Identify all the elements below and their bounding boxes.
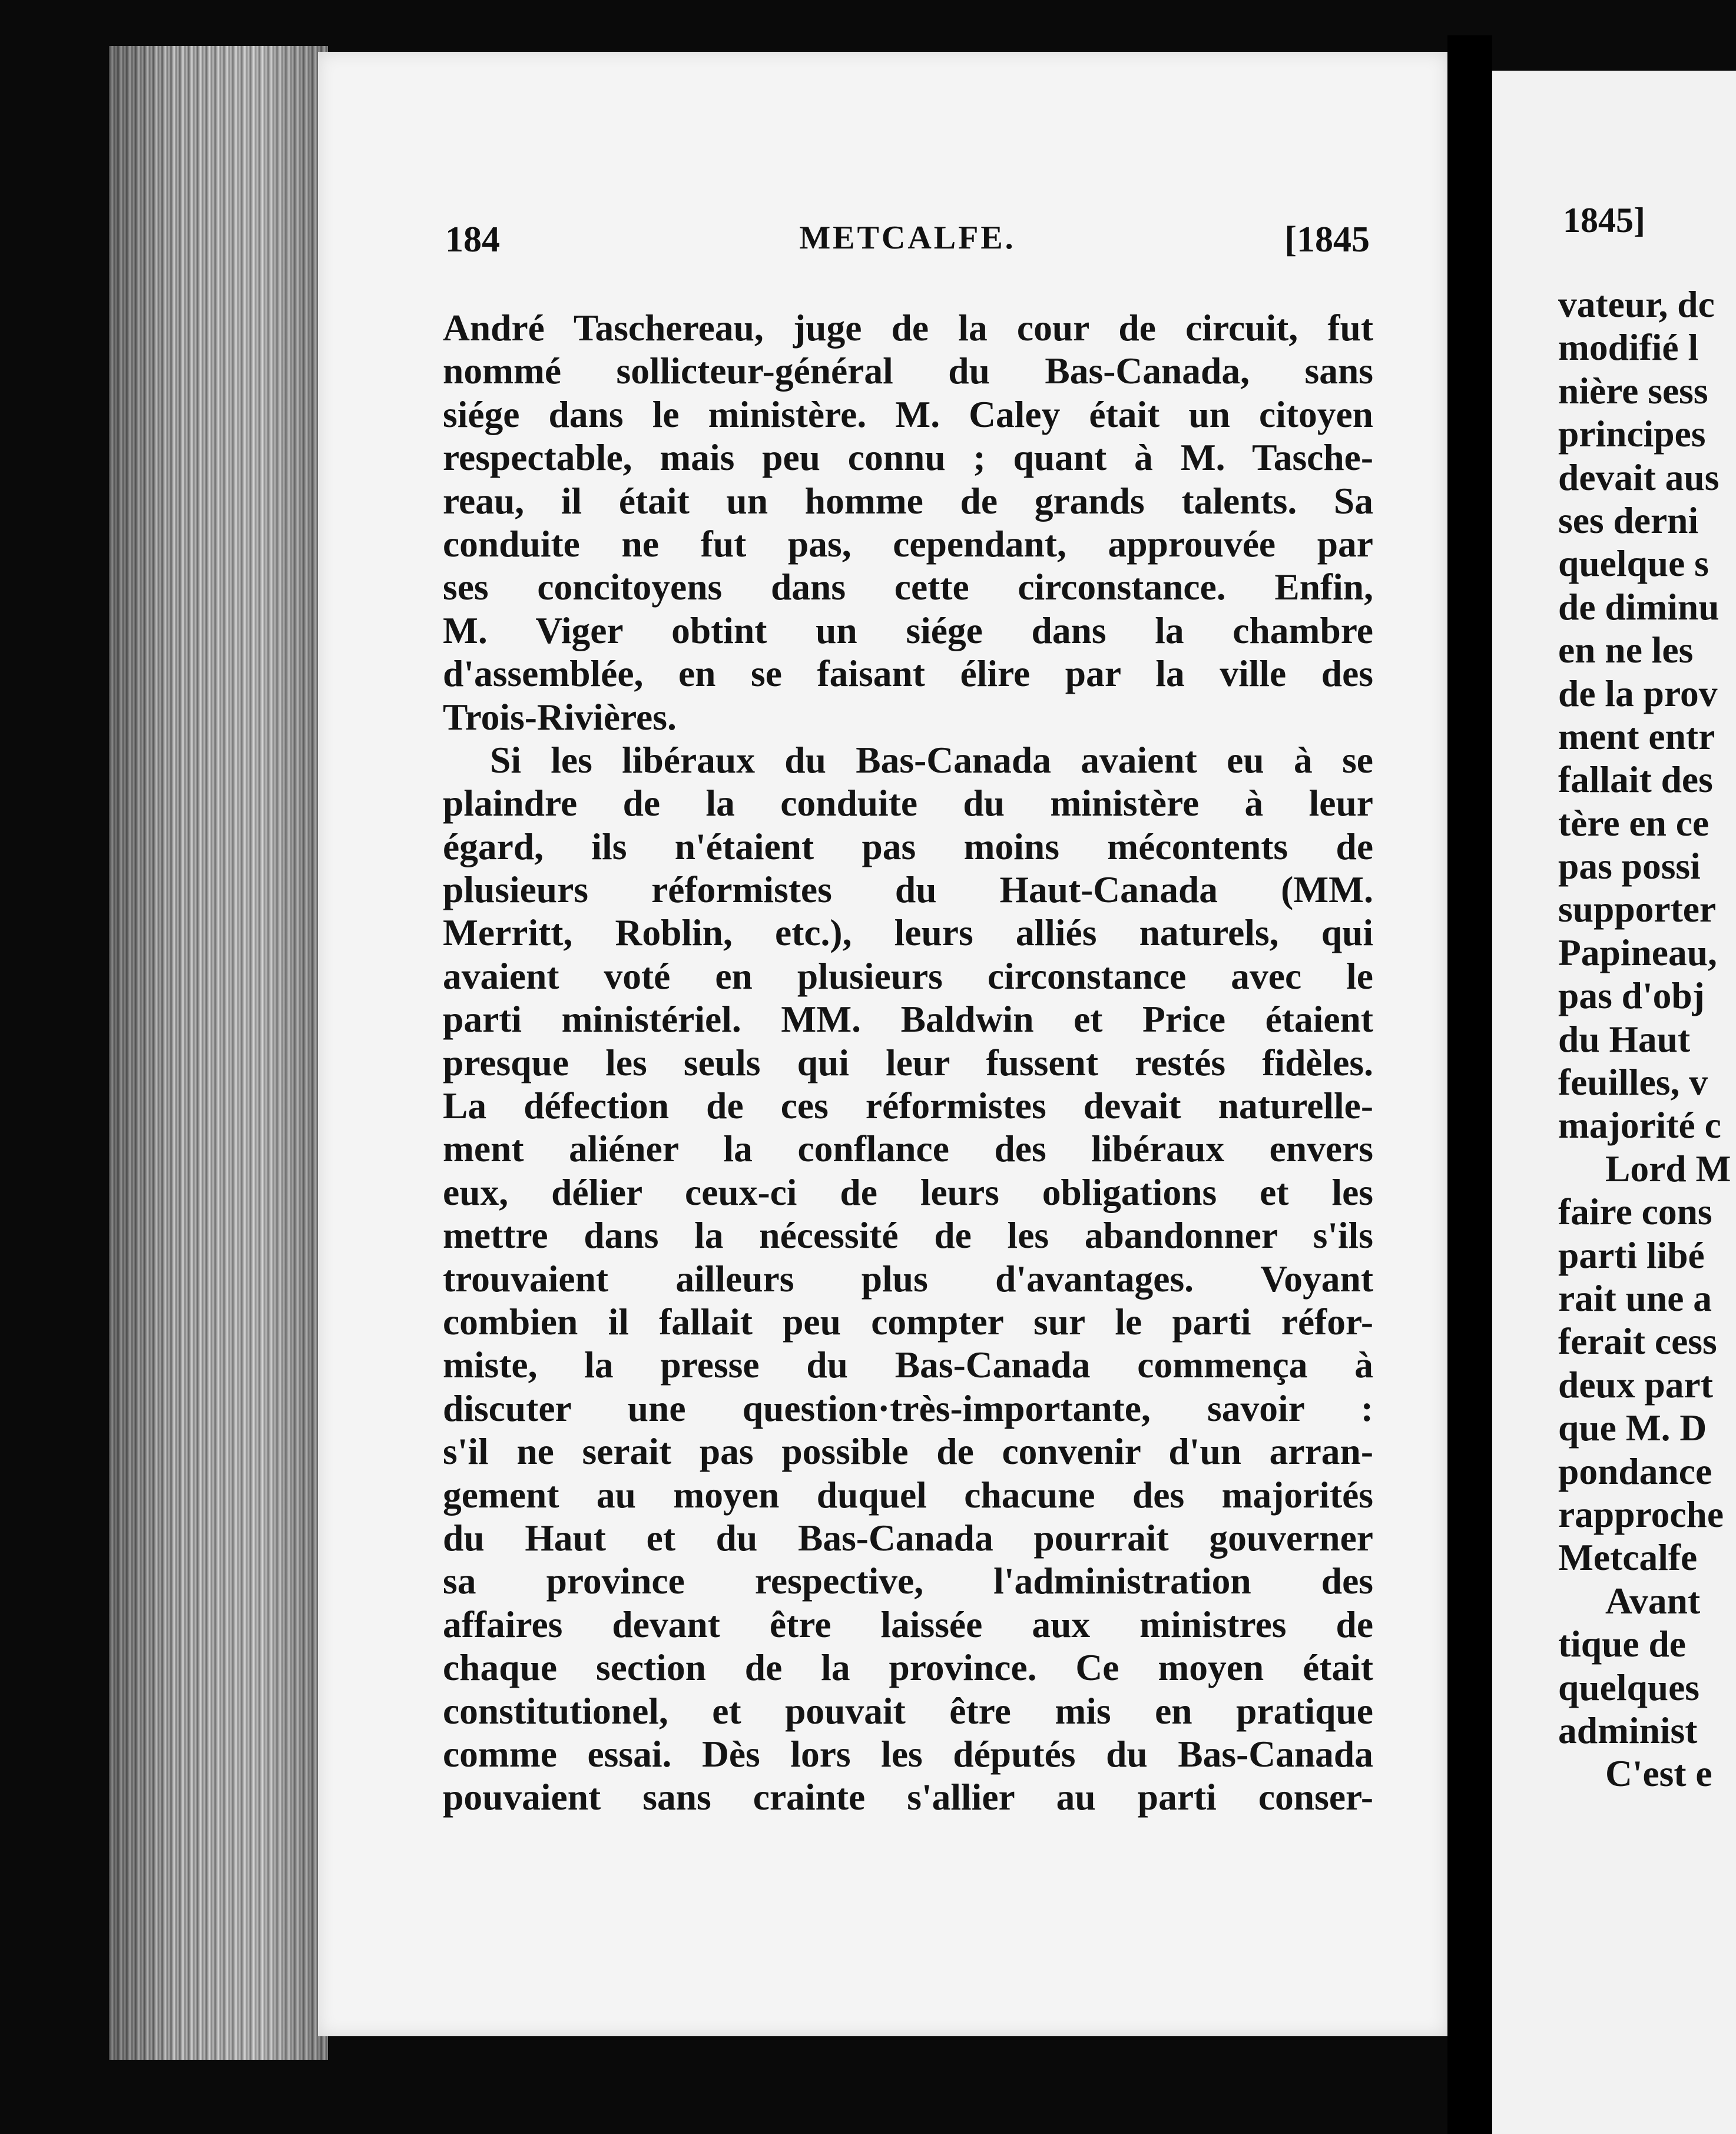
text-line: pas d'obj — [1558, 975, 1705, 1017]
text-line: pouvaient sans crainte s'allier au parti conser- — [443, 1776, 1373, 1818]
text-line: trouvaient ailleurs plus d'avantages. Voyant — [443, 1257, 1373, 1300]
text-line: ses derni — [1558, 499, 1699, 541]
text-line: du Haut et du Bas-Canada pourrait gouverner — [443, 1516, 1373, 1559]
text-line: égard, ils n'étaient pas moins mécontents de — [443, 825, 1373, 867]
text-line: faire cons — [1558, 1191, 1712, 1233]
text-line: quelques — [1558, 1666, 1699, 1708]
text-line: de diminu — [1558, 585, 1720, 628]
text-line: majorité c — [1558, 1104, 1721, 1146]
text-line: s'il ne serait pas possible de convenir d'un arran- — [443, 1430, 1373, 1473]
text-line: chaque section de la province. Ce moyen était — [443, 1646, 1373, 1689]
text-line: ferait cess — [1558, 1320, 1717, 1363]
text-line: ses concitoyens dans cette circonstance. Enfin, — [443, 566, 1373, 608]
text-line: avaient voté en plusieurs circonstance avec le — [443, 955, 1373, 997]
text-line: pondance — [1558, 1450, 1712, 1492]
text-line: vateur, dc — [1558, 283, 1715, 325]
text-line: La défection de ces réformistes devait naturelle- — [443, 1085, 1373, 1127]
text-line: deux part — [1558, 1363, 1713, 1406]
text-line: sa province respective, l'administration des — [443, 1560, 1373, 1602]
text-line: devait aus — [1558, 456, 1720, 498]
text-line: que M. D — [1558, 1407, 1707, 1449]
text-line: modifié l — [1558, 326, 1699, 369]
text-line: supporter — [1558, 888, 1717, 930]
text-line: Lord M — [1605, 1147, 1731, 1189]
text-line: mettre dans la nécessité de les abandonner s'ils — [443, 1214, 1373, 1257]
text-line: C'est e — [1605, 1752, 1712, 1795]
text-line: parti ministériel. MM. Baldwin et Price étaient — [443, 998, 1373, 1041]
text-line: Si les libéraux du Bas-Canada avaient eu à se — [490, 738, 1373, 781]
text-line: gement au moyen duquel chacune des majorités — [443, 1473, 1373, 1516]
text-line: eux, délier ceux-ci de leurs obligations et les — [443, 1171, 1373, 1213]
text-line: rait une a — [1558, 1277, 1712, 1319]
text-line: plusieurs réformistes du Haut-Canada (MM. — [443, 869, 1373, 911]
text-line: nommé sollicteur-général du Bas-Canada, sans — [443, 350, 1373, 392]
text-line: affaires devant être laissée aux ministres de — [443, 1603, 1373, 1645]
page-edges — [109, 46, 328, 2060]
text-line: combien il fallait peu compter sur le parti réfor- — [443, 1300, 1373, 1343]
text-line: André Taschereau, juge de la cour de circuit, fut — [443, 307, 1373, 349]
text-line: administ — [1558, 1709, 1698, 1751]
right-page — [1492, 71, 1736, 2134]
text-line: comme essai. Dès lors les députés du Bas-Canada — [443, 1732, 1373, 1775]
text-line: du Haut — [1558, 1018, 1691, 1060]
text-line: de la prov — [1558, 672, 1718, 714]
text-line: M. Viger obtint un siége dans la chambre — [443, 609, 1373, 651]
page-header — [445, 219, 1370, 266]
text-line: respectable, mais peu connu ; quant à M. Tasche- — [443, 436, 1373, 479]
text-line: d'assemblée, en se faisant élire par la ville des — [443, 652, 1373, 695]
text-line: rapproche — [1558, 1493, 1724, 1535]
left-page-body — [443, 306, 1373, 1819]
running-head: METCALFE. — [799, 220, 1016, 256]
text-line: miste, la presse du Bas-Canada commença à — [443, 1344, 1373, 1386]
text-line: principes — [1558, 413, 1706, 455]
text-line: Papineau, — [1558, 931, 1717, 973]
right-page-body — [1558, 283, 1736, 1795]
text-line: Trois-Rivières. — [443, 695, 677, 738]
header-year: [1845 — [1284, 220, 1370, 260]
text-line: tique de — [1558, 1623, 1686, 1665]
text-line: constitutionel, et pouvait être mis en pratique — [443, 1689, 1373, 1732]
text-line: parti libé — [1558, 1234, 1705, 1276]
text-line: ment aliéner la conflance des libéraux envers — [443, 1128, 1373, 1170]
text-line: quelque s — [1558, 542, 1709, 585]
right-page-year: 1845] — [1563, 201, 1645, 240]
text-line: en ne les — [1558, 629, 1694, 671]
book-gutter — [1447, 35, 1492, 2134]
page-number: 184 — [445, 220, 500, 260]
text-line: discuter une question·très-importante, savoir : — [443, 1387, 1373, 1429]
text-line: Merritt, Roblin, etc.), leurs alliés naturels, qui — [443, 912, 1373, 954]
text-line: siége dans le ministère. M. Caley était un citoyen — [443, 393, 1373, 435]
text-line: Avant — [1605, 1579, 1701, 1622]
text-line: ment entr — [1558, 715, 1715, 757]
text-line: plaindre de la conduite du ministère à leur — [443, 782, 1373, 824]
text-line: tère en ce — [1558, 801, 1710, 844]
text-line: nière sess — [1558, 369, 1708, 412]
text-line: fallait des — [1558, 758, 1713, 801]
text-line: presque les seuls qui leur fussent restés fidèles. — [443, 1041, 1373, 1083]
text-line: Metcalfe — [1558, 1536, 1698, 1579]
text-line: reau, il était un homme de grands talents. Sa — [443, 479, 1373, 522]
text-line: pas possi — [1558, 845, 1701, 887]
text-line: feuilles, v — [1558, 1061, 1708, 1104]
text-line: conduite ne fut pas, cependant, approuvée par — [443, 522, 1373, 565]
